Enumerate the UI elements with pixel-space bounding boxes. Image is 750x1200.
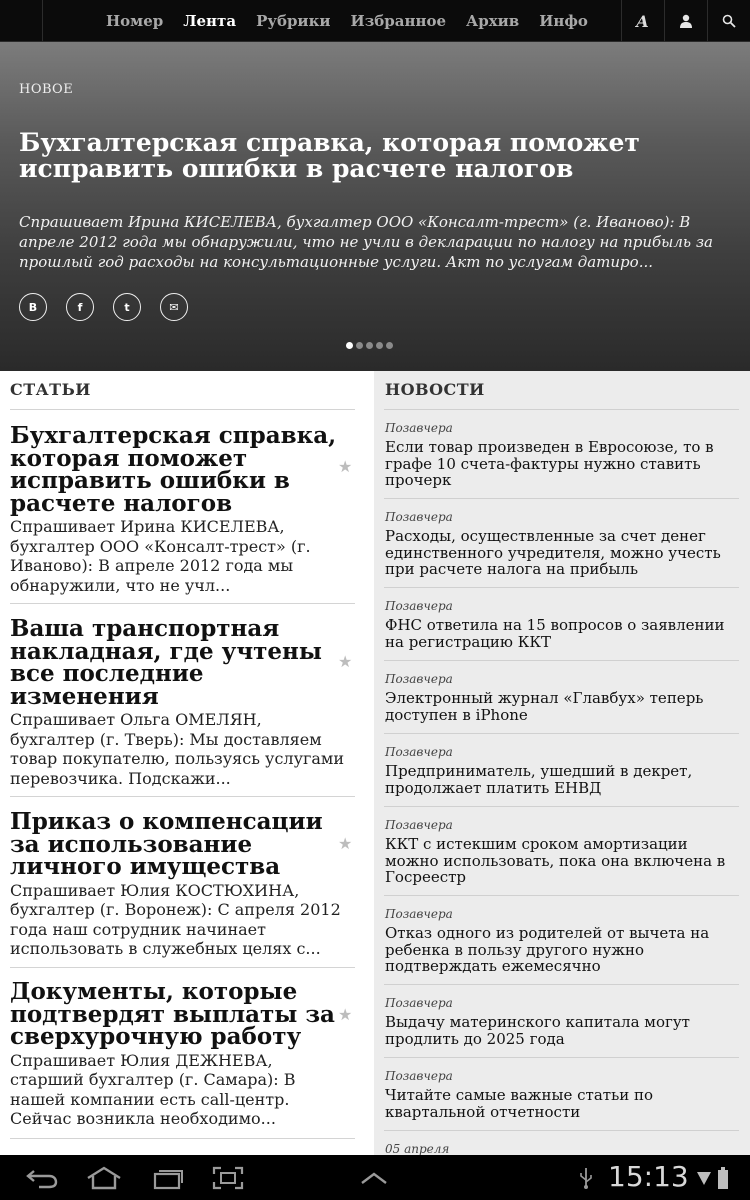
news-text: Расходы, осуществленные за счет денег единственного учредителя, можно учесть при расчете налога на прибыль [385, 527, 721, 578]
pager-dot[interactable] [386, 342, 393, 349]
nav-item-info[interactable]: Инфо [539, 12, 588, 30]
news-text: Выдачу материнского капитала могут продлить до 2025 года [385, 1013, 690, 1048]
news-item[interactable] [385, 421, 735, 489]
divider [10, 603, 355, 604]
divider [384, 984, 739, 985]
article-item[interactable] [10, 615, 345, 788]
share-vk-button[interactable] [19, 293, 47, 321]
divider [384, 660, 739, 661]
news-date: Позавчера [385, 996, 453, 1010]
recent-apps-icon [151, 1166, 185, 1190]
clock[interactable]: 15:13 [608, 1160, 689, 1193]
news-date: Позавчера [385, 421, 453, 435]
news-item[interactable] [385, 907, 735, 975]
divider [384, 895, 739, 896]
nav-item-rubriki[interactable]: Рубрики [256, 12, 331, 30]
news-date: Позавчера [385, 745, 453, 759]
wifi-icon [696, 1168, 712, 1188]
divider [10, 409, 355, 410]
news-text: Предприниматель, ушедший в декрет, продолжает платить ЕНВД [385, 762, 693, 797]
divider [10, 796, 355, 797]
pager-dot[interactable] [346, 342, 353, 349]
user-button[interactable] [664, 0, 706, 42]
home-icon [85, 1166, 123, 1190]
nav-menu [96, 0, 598, 42]
usb-icon [579, 1166, 593, 1190]
favorite-star-icon[interactable]: ★ [338, 834, 353, 853]
hero-tag: НОВОЕ [19, 82, 74, 97]
share-twitter-button[interactable] [113, 293, 141, 321]
news-date: Позавчера [385, 599, 453, 613]
usb-status [576, 1163, 596, 1193]
news-item[interactable] [385, 510, 735, 578]
article-excerpt: Спрашивает Юлия ДЕЖНЕВА, старший бухгалтер (г. Самара): В нашей компании есть call-центр. Сейчас возникла необходимо... [10, 1050, 296, 1128]
nav-divider [42, 0, 43, 42]
font-size-button[interactable]: A [621, 0, 663, 42]
hero-excerpt: Спрашивает Ирина КИСЕЛЕВА, бухгалтер ООО «Консалт-трест» (г. Иваново): В апреле 2012 года мы обнаружили, что не учли в декларации по налогу на прибыль за прошлый год расходы на консультационные услуги. Акт по услугам датиро... [19, 213, 713, 271]
hero-title[interactable]: Бухгалтерская справка, которая поможет исправить ошибки в расчете налогов [19, 128, 640, 183]
pager-dot[interactable] [376, 342, 383, 349]
nav-item-izbrannoe[interactable]: Избранное [350, 12, 446, 30]
back-icon [25, 1167, 59, 1189]
news-date: Позавчера [385, 1069, 453, 1083]
news-item[interactable] [385, 1069, 735, 1120]
pager-dot[interactable] [366, 342, 373, 349]
article-title: Бухгалтерская справка, которая поможет исправить ошибки в расчете налогов [10, 422, 337, 517]
divider [384, 806, 739, 807]
article-title: Ваша транспортная накладная, где учтены все последние изменения [10, 615, 322, 710]
article-item[interactable] [10, 422, 345, 595]
nav-item-nomer[interactable]: Номер [106, 12, 164, 30]
article-excerpt: Спрашивает Юлия КОСТЮХИНА, бухгалтер (г. Воронеж): С апреля 2012 года наш сотрудник начинает использовать в служебных целях с... [10, 880, 341, 958]
news-item[interactable] [385, 672, 735, 723]
recent-apps-button[interactable] [148, 1163, 188, 1193]
article-item[interactable] [10, 978, 345, 1129]
news-text: Читайте самые важные статьи по квартальной отчетности [385, 1086, 654, 1121]
article-excerpt: Спрашивает Ирина КИСЕЛЕВА, бухгалтер ООО «Консалт-трест» (г. Иваново): В апреле 2012 года мы обнаружили, что не учл... [10, 517, 311, 595]
news-item[interactable] [385, 818, 735, 886]
favorite-star-icon[interactable]: ★ [338, 457, 353, 476]
user-icon [679, 14, 693, 28]
news-text: Электронный журнал «Главбух» теперь доступен в iPhone [385, 689, 704, 724]
news-text: ФНС ответила на 15 вопросов о заявлении на регистрацию ККТ [385, 616, 725, 651]
news-date: Позавчера [385, 672, 453, 686]
news-item[interactable] [385, 745, 735, 796]
nav-item-arkhiv[interactable]: Архив [466, 12, 520, 30]
system-navigation-bar [0, 1155, 750, 1200]
articles-header: СТАТЬИ [10, 380, 91, 399]
divider [384, 1057, 739, 1058]
screenshot-button[interactable] [208, 1163, 248, 1193]
news-column [374, 371, 750, 1155]
article-title: Приказ о компенсации за использование личного имущества [10, 808, 323, 880]
news-text: ККТ с истекшим сроком амортизации можно использовать, пока она включена в Госреестр [385, 835, 726, 886]
battery-status [715, 1163, 731, 1193]
news-text: Отказ одного из родителей от вычета на ребенка в пользу другого нужно подтверждать ежемесячно [385, 924, 710, 975]
search-button[interactable] [707, 0, 749, 42]
menu-up-icon [359, 1170, 389, 1186]
news-header: НОВОСТИ [385, 380, 485, 399]
search-icon [722, 14, 736, 28]
news-date: Позавчера [385, 818, 453, 832]
share-email-button[interactable] [160, 293, 188, 321]
news-item[interactable] [385, 996, 735, 1047]
news-item[interactable] [385, 1142, 735, 1155]
divider [10, 967, 355, 968]
favorite-star-icon[interactable]: ★ [338, 1005, 353, 1024]
news-item[interactable] [385, 599, 735, 650]
divider [384, 409, 739, 410]
nav-item-lenta[interactable]: Лента [183, 12, 237, 30]
menu-up-button[interactable] [356, 1163, 392, 1193]
share-facebook-button[interactable] [66, 293, 94, 321]
wifi-status [695, 1163, 713, 1193]
article-excerpt: Спрашивает Ольга ОМЕЛЯН, бухгалтер (г. Тверь): Мы доставляем товар покупателю, пользуясь услугами перевозчика. Подскажи... [10, 710, 345, 788]
divider [384, 498, 739, 499]
vk-icon: B [28, 300, 38, 314]
screenshot-icon [211, 1165, 245, 1191]
facebook-icon: f [77, 300, 83, 314]
news-date: 05 апреля [385, 1142, 450, 1155]
news-date: Позавчера [385, 907, 453, 921]
favorite-star-icon[interactable]: ★ [338, 652, 353, 671]
carousel-pager [346, 342, 393, 349]
home-button[interactable] [82, 1163, 126, 1193]
articles-column [0, 371, 374, 1155]
top-navigation [0, 0, 750, 42]
article-item[interactable] [10, 808, 345, 959]
twitter-icon: t [124, 300, 130, 314]
article-title: Документы, которые подтвердят выплаты за сверхурочную работу [10, 978, 335, 1050]
news-text: Если товар произведен в Евросоюзе, то в графе 10 счета-фактуры нужно ставить прочерк [385, 438, 714, 489]
back-button[interactable] [22, 1163, 62, 1193]
divider [384, 1130, 739, 1131]
divider [384, 587, 739, 588]
pager-dot[interactable] [356, 342, 363, 349]
news-date: Позавчера [385, 510, 453, 524]
email-icon: ✉ [169, 300, 179, 314]
battery-icon [717, 1166, 729, 1190]
featured-hero[interactable] [0, 42, 750, 371]
divider [10, 1138, 355, 1139]
divider [384, 733, 739, 734]
